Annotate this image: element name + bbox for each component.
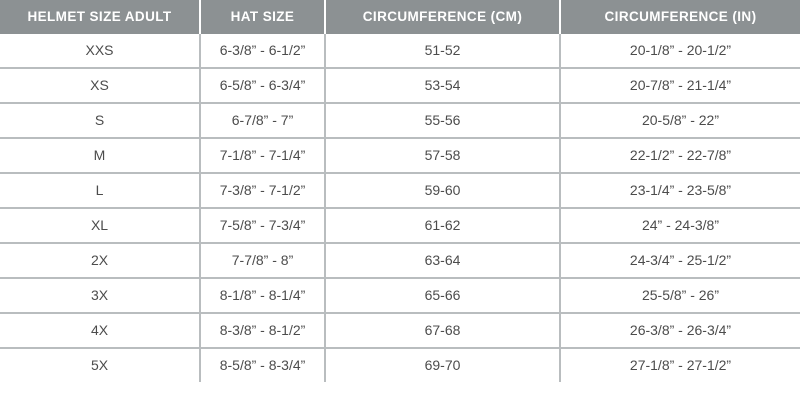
cell-hat-size: 6-5/8” - 6-3/4” [200, 68, 325, 103]
table-row [0, 138, 800, 173]
cell-circumference-cm: 53-54 [325, 68, 560, 103]
table-header-row [0, 0, 800, 34]
cell-hat-size: 7-3/8” - 7-1/2” [200, 173, 325, 208]
table-header [0, 0, 800, 34]
table-body [0, 34, 800, 382]
table-row [0, 103, 800, 138]
table-row [0, 173, 800, 208]
cell-circumference-in: 22-1/2” - 22-7/8” [560, 138, 800, 173]
cell-helmet-size: 2X [0, 243, 200, 278]
cell-circumference-cm: 67-68 [325, 313, 560, 348]
cell-circumference-cm: 69-70 [325, 348, 560, 382]
cell-circumference-cm: 65-66 [325, 278, 560, 313]
cell-circumference-in: 24-3/4” - 25-1/2” [560, 243, 800, 278]
cell-hat-size: 6-3/8” - 6-1/2” [200, 34, 325, 68]
cell-hat-size: 6-7/8” - 7” [200, 103, 325, 138]
cell-hat-size: 8-1/8” - 8-1/4” [200, 278, 325, 313]
cell-circumference-cm: 61-62 [325, 208, 560, 243]
column-header-helmet-size-adult: HELMET SIZE ADULT [0, 0, 200, 34]
cell-helmet-size: S [0, 103, 200, 138]
table-row [0, 68, 800, 103]
cell-hat-size: 7-5/8” - 7-3/4” [200, 208, 325, 243]
table-row [0, 313, 800, 348]
column-header-circumference-in: CIRCUMFERENCE (IN) [560, 0, 800, 34]
cell-hat-size: 7-1/8” - 7-1/4” [200, 138, 325, 173]
cell-circumference-in: 25-5/8” - 26” [560, 278, 800, 313]
table-row [0, 208, 800, 243]
cell-hat-size: 7-7/8” - 8” [200, 243, 325, 278]
cell-circumference-cm: 55-56 [325, 103, 560, 138]
column-header-hat-size: HAT SIZE [200, 0, 325, 34]
cell-helmet-size: 4X [0, 313, 200, 348]
cell-circumference-cm: 63-64 [325, 243, 560, 278]
cell-circumference-cm: 59-60 [325, 173, 560, 208]
cell-circumference-in: 20-1/8” - 20-1/2” [560, 34, 800, 68]
table-row [0, 34, 800, 68]
cell-helmet-size: XL [0, 208, 200, 243]
cell-circumference-in: 20-7/8” - 21-1/4” [560, 68, 800, 103]
table-row [0, 348, 800, 382]
cell-helmet-size: 3X [0, 278, 200, 313]
cell-circumference-in: 23-1/4” - 23-5/8” [560, 173, 800, 208]
cell-helmet-size: L [0, 173, 200, 208]
cell-circumference-in: 26-3/8” - 26-3/4” [560, 313, 800, 348]
table-row [0, 278, 800, 313]
table-row [0, 243, 800, 278]
cell-circumference-cm: 57-58 [325, 138, 560, 173]
cell-helmet-size: 5X [0, 348, 200, 382]
cell-circumference-cm: 51-52 [325, 34, 560, 68]
cell-hat-size: 8-5/8” - 8-3/4” [200, 348, 325, 382]
cell-helmet-size: XXS [0, 34, 200, 68]
cell-helmet-size: XS [0, 68, 200, 103]
column-header-circumference-cm: CIRCUMFERENCE (CM) [325, 0, 560, 34]
cell-helmet-size: M [0, 138, 200, 173]
cell-circumference-in: 27-1/8” - 27-1/2” [560, 348, 800, 382]
cell-circumference-in: 20-5/8” - 22” [560, 103, 800, 138]
cell-hat-size: 8-3/8” - 8-1/2” [200, 313, 325, 348]
cell-circumference-in: 24” - 24-3/8” [560, 208, 800, 243]
